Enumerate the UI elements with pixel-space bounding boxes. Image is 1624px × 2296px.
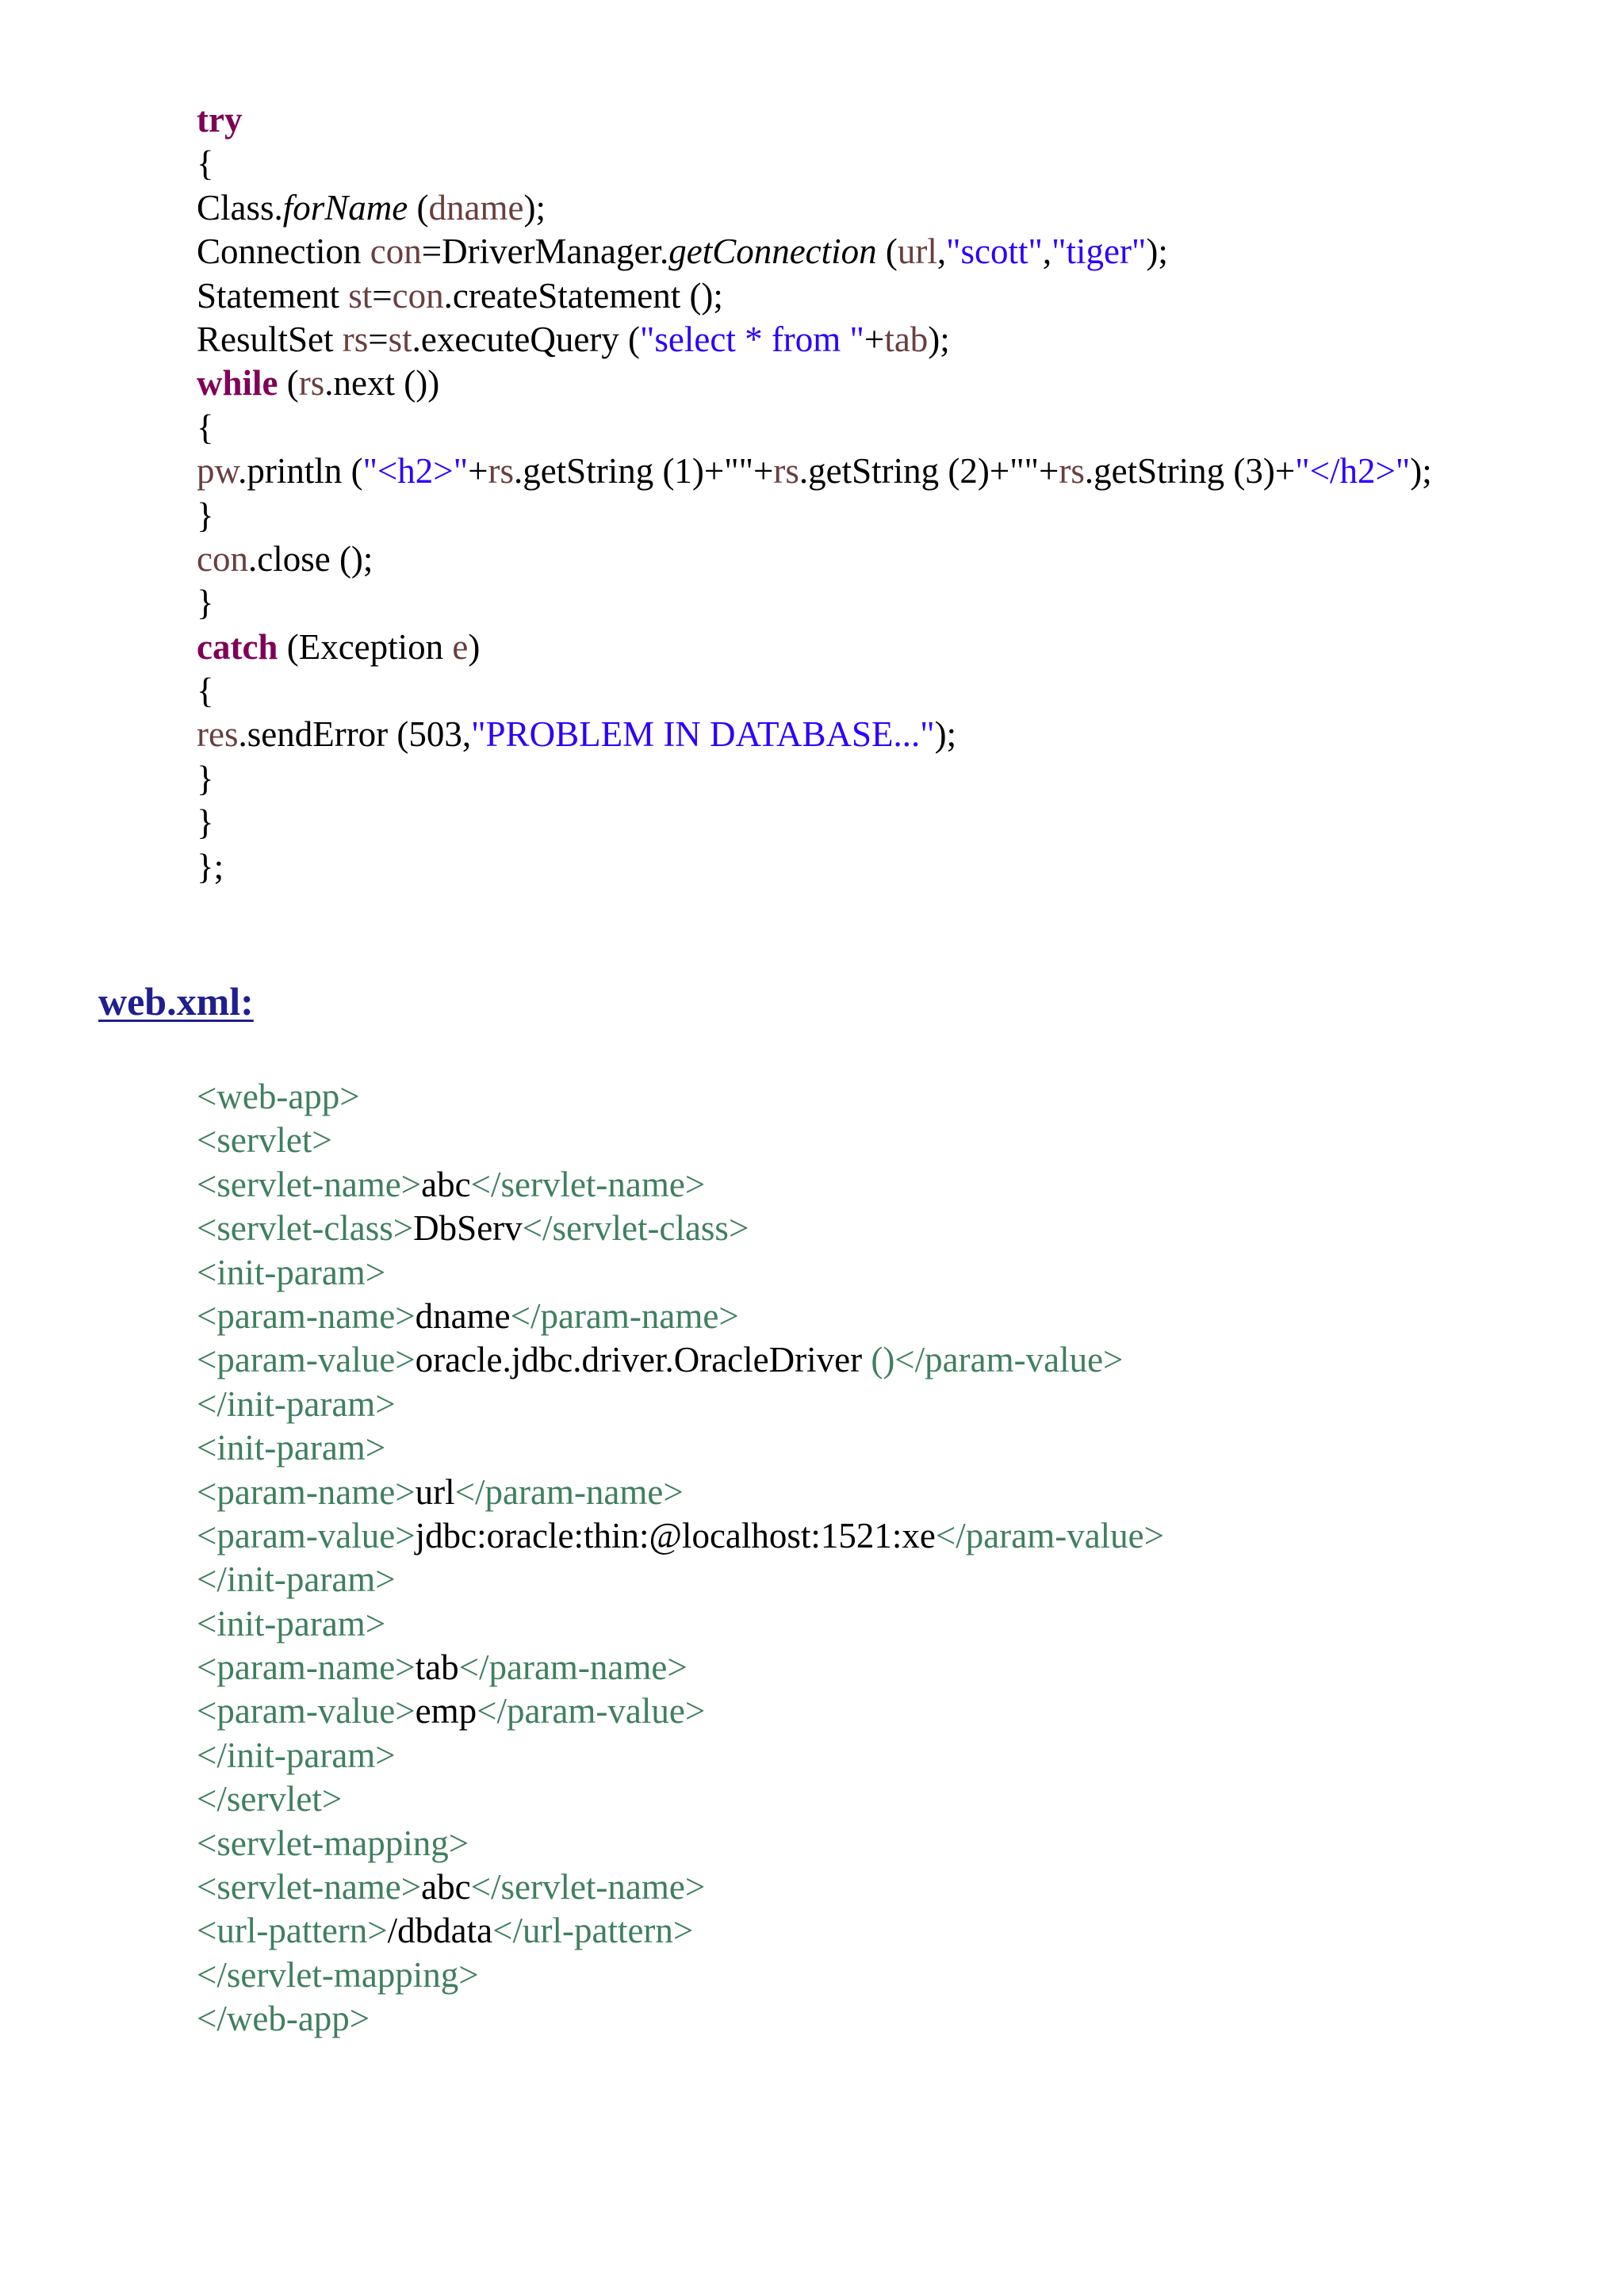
java-line (197, 142, 1432, 186)
xml-line (197, 1602, 1164, 1646)
xml-line (197, 1514, 1164, 1558)
xml-token: <servlet> (197, 1120, 332, 1161)
java-token: Statement (197, 275, 349, 316)
xml-token: </init-param> (197, 1559, 396, 1600)
xml-token: <servlet-name> (197, 1867, 422, 1908)
java-token: "<h2>" (362, 451, 469, 492)
xml-token: dname (415, 1295, 511, 1336)
java-token: Connection (197, 232, 370, 272)
xml-token: <init-param> (197, 1603, 386, 1644)
xml-line (197, 1119, 1164, 1162)
java-token: forName (282, 187, 408, 228)
xml-token: </param-value> (935, 1515, 1165, 1556)
java-line (197, 406, 1432, 450)
java-line (197, 186, 1432, 230)
java-token: st (348, 275, 373, 316)
xml-token: oracle.jdbc.driver.OracleDriver (415, 1340, 871, 1380)
java-token: e (452, 626, 469, 667)
xml-line (197, 1734, 1164, 1777)
java-line (197, 845, 1432, 889)
xml-token: </servlet-mapping> (197, 1954, 479, 1995)
xml-token: url (415, 1471, 455, 1512)
xml-line (197, 1251, 1164, 1295)
xml-token: <url-pattern> (197, 1911, 388, 1951)
java-token: getConnection (668, 232, 877, 272)
xml-token: </param-name> (510, 1295, 739, 1336)
java-token: .createStatement (); (443, 275, 723, 316)
java-token: pw (197, 451, 239, 492)
java-token: = (372, 275, 393, 316)
xml-token: </servlet-class> (522, 1208, 749, 1249)
xml-line (197, 1383, 1164, 1426)
java-token: ) (468, 626, 481, 667)
java-token: { (197, 407, 214, 447)
java-token: , (936, 232, 947, 272)
java-token: rs (342, 319, 369, 359)
java-token: rs (1059, 451, 1085, 492)
xml-line (197, 1777, 1164, 1821)
xml-line (197, 1646, 1164, 1689)
java-token: "select * from " (640, 319, 864, 359)
xml-line (197, 1954, 1164, 1997)
xml-token: </url-pattern> (492, 1911, 694, 1951)
java-token: con (392, 275, 444, 316)
xml-token: <param-value> (197, 1691, 416, 1732)
java-token: .next ()) (324, 363, 440, 404)
java-line (197, 713, 1432, 756)
xml-line (197, 1075, 1164, 1119)
xml-token: </init-param> (197, 1383, 396, 1424)
xml-token: DbServ (413, 1208, 523, 1249)
xml-line (197, 1426, 1164, 1470)
java-code-block (197, 98, 1432, 889)
java-token: Class. (197, 187, 283, 228)
java-token: ); (928, 319, 950, 359)
xml-token: <param-name> (197, 1647, 416, 1688)
java-token: } (197, 758, 214, 798)
xml-line (197, 1471, 1164, 1514)
java-token: ( (876, 232, 898, 272)
java-token: .executeQuery ( (412, 319, 641, 359)
xml-token: abc (421, 1164, 471, 1204)
xml-token: <param-name> (197, 1471, 416, 1512)
java-token: "PROBLEM IN DATABASE..." (471, 714, 935, 755)
java-token: try (197, 100, 243, 140)
xml-token: emp (415, 1691, 477, 1732)
xml-line (197, 1689, 1164, 1733)
java-token: , (1042, 232, 1052, 272)
java-token: rs (298, 363, 325, 404)
xml-token: tab (415, 1647, 459, 1688)
xml-token: ()</param-value> (871, 1340, 1124, 1380)
java-line (197, 230, 1432, 274)
java-token: { (197, 144, 214, 184)
xml-token: </servlet> (197, 1779, 343, 1820)
java-token: rs (773, 451, 799, 492)
java-token: } (197, 495, 214, 535)
java-line (197, 757, 1432, 801)
xml-token: <init-param> (197, 1428, 386, 1468)
java-line (197, 538, 1432, 581)
java-token: { (197, 671, 214, 711)
java-token: =DriverManager. (421, 232, 669, 272)
java-token: con (370, 232, 422, 272)
java-token: + (468, 451, 488, 492)
java-token: .getString (1)+""+ (513, 451, 774, 492)
java-token: tab (884, 319, 929, 359)
xml-token: <servlet-class> (197, 1208, 414, 1249)
java-line (197, 581, 1432, 625)
xml-token: <init-param> (197, 1252, 386, 1292)
xml-token: abc (421, 1867, 471, 1908)
java-token: dname (428, 187, 524, 228)
java-token: + (864, 319, 885, 359)
xml-token: </servlet-name> (470, 1867, 706, 1908)
xml-token: </servlet-name> (470, 1164, 706, 1204)
xml-token: </param-name> (454, 1471, 684, 1512)
java-token: (Exception (278, 626, 453, 667)
java-token: con (197, 538, 248, 579)
java-token: ); (934, 714, 957, 755)
xml-line (197, 1866, 1164, 1909)
xml-line (197, 1338, 1164, 1382)
java-token: "scott" (946, 232, 1043, 272)
java-line (197, 318, 1432, 362)
java-line (197, 98, 1432, 142)
java-token: ); (523, 187, 546, 228)
xml-line (197, 1207, 1164, 1250)
java-line (197, 669, 1432, 713)
java-token: ResultSet (197, 319, 343, 359)
java-token: ( (278, 363, 299, 404)
java-line (197, 274, 1432, 318)
java-token: "</h2>" (1295, 451, 1411, 492)
java-token: catch (197, 626, 278, 667)
xml-token: </param-name> (458, 1647, 688, 1688)
web-xml-code-block (197, 1075, 1164, 2042)
java-line (197, 494, 1432, 538)
java-token: .println ( (238, 451, 363, 492)
web-xml-heading: web.xml: (98, 979, 254, 1024)
java-line (197, 362, 1432, 405)
java-line (197, 801, 1432, 844)
java-token: ( (408, 187, 429, 228)
xml-line (197, 1909, 1164, 1953)
java-token: while (197, 363, 278, 404)
xml-line (197, 1558, 1164, 1601)
xml-token: </param-value> (477, 1691, 706, 1732)
java-token: }; (197, 846, 224, 886)
java-token: .close (); (247, 538, 373, 579)
xml-token: <param-name> (197, 1295, 416, 1336)
xml-token: <param-value> (197, 1515, 416, 1556)
java-token: st (388, 319, 412, 359)
xml-token: <servlet-name> (197, 1164, 422, 1204)
java-token: .sendError (503, (238, 714, 472, 755)
xml-line (197, 1163, 1164, 1207)
java-token: } (197, 802, 214, 843)
xml-token: </init-param> (197, 1735, 396, 1775)
xml-token: <param-value> (197, 1340, 416, 1380)
java-token: } (197, 583, 214, 623)
xml-token: /dbdata (387, 1911, 493, 1951)
xml-line (197, 1997, 1164, 2041)
xml-line (197, 1295, 1164, 1338)
java-token: .getString (2)+""+ (799, 451, 1059, 492)
java-line (197, 626, 1432, 669)
xml-token: </web-app> (197, 1999, 370, 2039)
xml-token: jdbc:oracle:thin:@localhost:1521:xe (415, 1515, 936, 1556)
java-token: = (368, 319, 389, 359)
java-token: ); (1410, 451, 1432, 492)
java-line (197, 450, 1432, 493)
java-token: url (897, 232, 937, 272)
xml-line (197, 1822, 1164, 1866)
java-token: "tiger" (1051, 232, 1147, 272)
java-token: .getString (3)+ (1084, 451, 1296, 492)
java-token: res (197, 714, 239, 755)
java-token: rs (488, 451, 514, 492)
java-token: ); (1146, 232, 1168, 272)
xml-token: <web-app> (197, 1077, 360, 1116)
xml-token: <servlet-mapping> (197, 1823, 469, 1863)
